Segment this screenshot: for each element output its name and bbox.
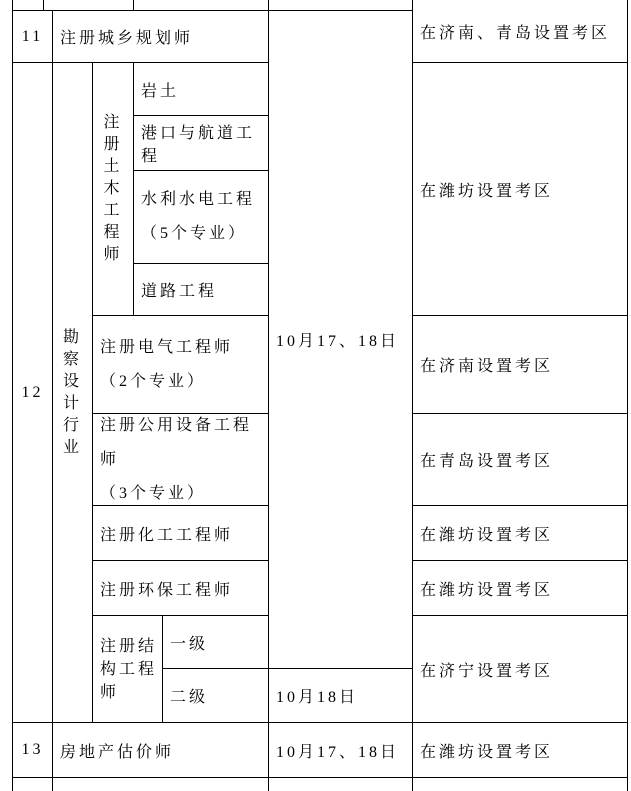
top-partial-name-cell [43,0,133,10]
table-right-border [627,0,628,791]
row13-number-cell [12,722,52,777]
electrical-engineer-cell [92,315,268,413]
structural-level2-date: 10月18日 [276,689,359,706]
structural-level1: 一级 [170,635,209,653]
bottom-partial-location-cell [412,777,627,791]
row12-industry-vertical-label: 勘察设计行业 [62,328,82,456]
row13-number: 13 [21,741,44,758]
public-equipment-engineer-cell [92,413,268,505]
row11-name-cell [52,10,268,62]
public-equipment-location: 在青岛设置考区 [420,453,554,470]
civil-specialty-daolu-cell [133,263,268,315]
shared-date: 10月17、18日 [276,333,400,350]
civil-group-vertical-label: 注册土木工程师 [103,114,123,263]
top-partial-number-cell [12,0,43,10]
electrical-engineer-name: 注册电气工程师 [100,338,234,356]
civil-specialty-yantu: 岩土 [141,82,180,100]
civil-specialty-shuili-cell [133,170,268,263]
environmental-location: 在潍坊设置考区 [420,581,554,599]
civil-specialty-gangkou-cell [133,115,268,170]
environmental-engineer-name: 注册环保工程师 [100,581,234,599]
civil-specialty-gangkou: 港口与航道工程 [141,125,256,165]
structural-location: 在济宁设置考区 [420,662,554,680]
public-equipment-engineer-name: 注册公用设备工程师 [100,416,253,468]
structural-level2: 二级 [170,689,209,706]
structural-level1-cell [162,615,268,668]
row11-location: 在济南、青岛设置考区 [420,24,611,42]
electrical-engineer-note: （2个专业） [100,372,207,390]
electrical-location: 在济南设置考区 [420,358,554,375]
environmental-location-cell [412,560,627,615]
row11-number: 11 [21,27,44,45]
structural-location-cell [412,615,627,722]
public-equipment-engineer-note: （3个专业） [100,484,207,502]
row12-industry-cell [52,62,92,722]
civil-location-cell [412,62,627,315]
row11-location-cell [412,0,627,62]
structural-level2-date-cell [268,668,412,722]
civil-specialty-shuili-line2: （5个专业） [141,225,248,242]
bottom-partial-number-cell [12,777,52,791]
civil-specialty-yantu-cell [133,62,268,115]
row11-number-cell [12,10,52,62]
electrical-location-cell [412,315,627,413]
shared-date-cell [268,10,412,668]
bottom-partial-name-cell [52,777,268,791]
bottom-partial-date-cell [268,777,412,791]
row13-name: 房地产估价师 [60,743,175,761]
structural-engineer-name: 注册结构工程师 [100,637,158,701]
chemical-engineer-name: 注册化工工程师 [100,526,234,544]
row12-number: 12 [21,383,44,401]
civil-group-cell [92,62,133,315]
structural-level2-cell [162,668,268,722]
top-partial-subject-cell [133,0,268,10]
row13-name-cell [52,722,268,777]
row12-number-cell [12,62,52,722]
structural-engineer-cell [92,615,162,722]
row11-name: 注册城乡规划师 [60,30,194,47]
top-partial-date-cell [268,0,412,10]
chemical-location: 在潍坊设置考区 [420,526,554,544]
civil-location: 在潍坊设置考区 [420,182,554,200]
chemical-location-cell [412,505,627,560]
row13-location: 在潍坊设置考区 [420,743,554,761]
chemical-engineer-cell [92,505,268,560]
public-equipment-location-cell [412,413,627,505]
row13-location-cell [412,722,627,777]
civil-specialty-shuili-line1: 水利水电工程 [141,191,256,208]
row13-date-cell [268,722,412,777]
civil-specialty-daolu: 道路工程 [141,283,218,300]
environmental-engineer-cell [92,560,268,615]
row13-date: 10月17、18日 [276,743,400,761]
